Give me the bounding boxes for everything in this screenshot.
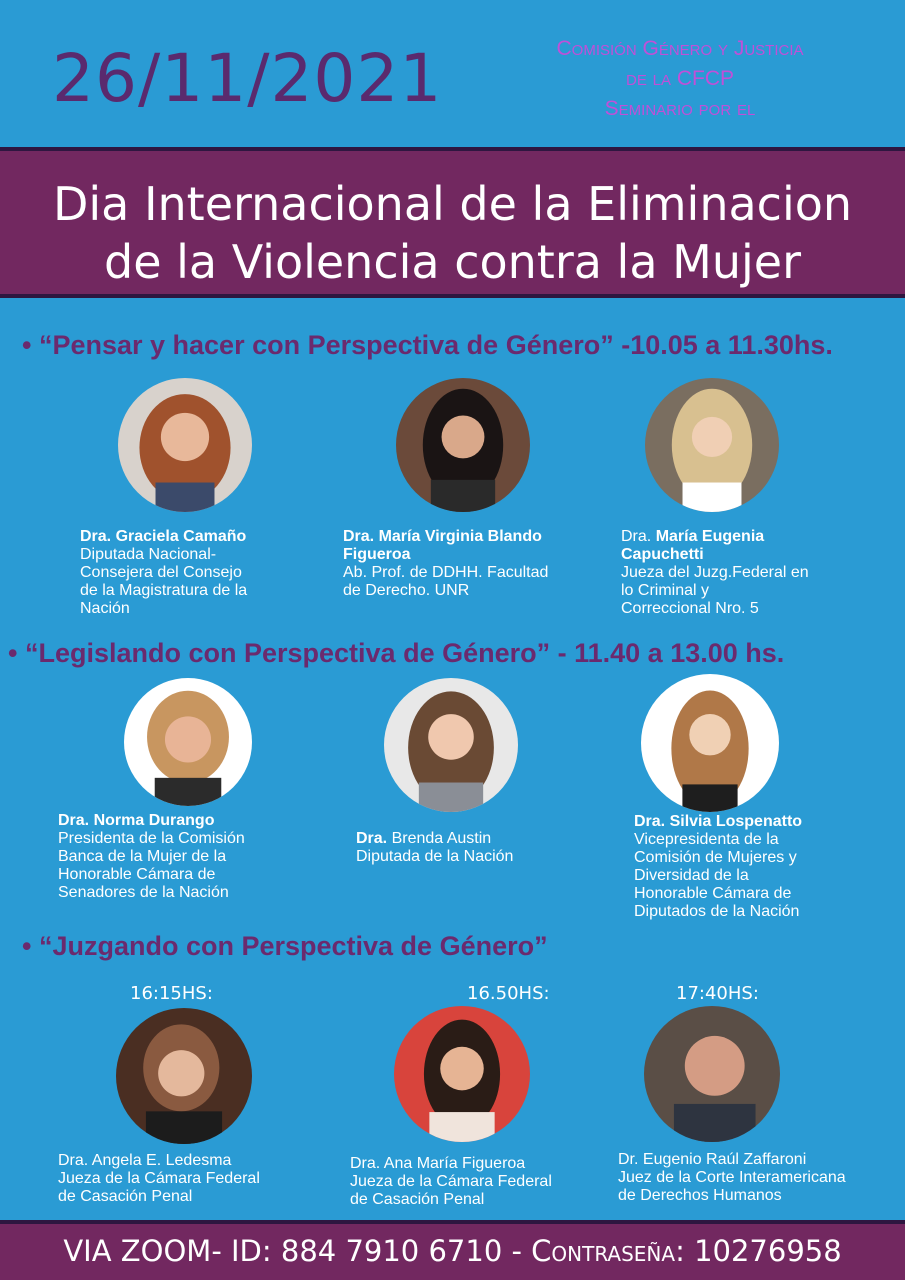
speaker-caption-lospenatto: Dra. Silvia Lospenatto Vicepresidenta de la Comisión de Mujeres y Diversidad de la Honorable Cámara de Diputados de la Nación — [634, 813, 803, 920]
portrait-icon — [118, 378, 252, 512]
speaker-caption-zaffaroni: Dr. Eugenio Raúl Zaffaroni Juez de la Corte Interamericana de Derechos Humanos — [618, 1151, 846, 1204]
organizer-line-3: Seminario por el — [604, 97, 756, 120]
organizer-block — [470, 34, 890, 124]
banner-title — [0, 175, 905, 291]
speaker-caption-capuchetti: Dra. María Eugenia Capuchetti Jueza del Juzg.Federal en lo Criminal y Correccional Nro. 5 — [621, 528, 809, 617]
speaker-photo-zaffaroni — [644, 1006, 780, 1142]
speaker-caption-austin: Dra. Brenda Austin Diputada de la Nación — [356, 830, 514, 865]
session-title-2: • “Legislando con Perspectiva de Género” - 11.40 a 13.00 hs. — [8, 638, 785, 668]
speaker-name: Dra. Norma Durango — [58, 812, 215, 829]
portrait-icon — [394, 1006, 530, 1142]
zoom-info-text: VIA ZOOM- ID: 884 7910 6710 - Contraseña: 10276958 — [63, 1234, 842, 1268]
event-date: 26/11/2021 — [52, 40, 443, 117]
speaker-name: Dra. Graciela Camaño — [80, 528, 247, 545]
speaker-caption-ledesma: Dra. Angela E. Ledesma Jueza de la Cámara Federal de Casación Penal — [58, 1152, 260, 1205]
session-title-1: • “Pensar y hacer con Perspectiva de Género” -10.05 a 11.30hs. — [22, 330, 833, 360]
time-slot-2: 16.50HS: — [467, 983, 550, 1004]
organizer-line-2: de la CFCP — [625, 67, 735, 90]
banner-line-1: Dia Internacional de la Eliminacion — [52, 177, 853, 231]
portrait-icon — [124, 678, 252, 806]
portrait-icon — [641, 674, 779, 812]
speaker-photo-ledesma — [116, 1008, 252, 1144]
title-banner — [0, 147, 905, 298]
speaker-caption-blando: Dra. María Virginia Blando Figueroa Ab. Prof. de DDHH. Facultad de Derecho. UNR — [343, 528, 549, 599]
speaker-photo-durango — [124, 678, 252, 806]
session-title-3: • “Juzgando con Perspectiva de Género” — [22, 931, 548, 961]
speaker-photo-capuchetti — [645, 378, 779, 512]
portrait-icon — [116, 1008, 252, 1144]
portrait-icon — [645, 378, 779, 512]
speaker-caption-durango: Dra. Norma Durango Presidenta de la Comisión Banca de la Mujer de la Honorable Cámara de Senadores de la Nación — [58, 812, 245, 901]
speaker-caption-camano: Dra. Graciela Camaño Diputada Nacional- Consejera del Consejo de la Magistratura de la Nación — [80, 528, 248, 617]
speaker-photo-blando — [396, 378, 530, 512]
speaker-caption-figueroa: Dra. Ana María Figueroa Jueza de la Cámara Federal de Casación Penal — [350, 1155, 552, 1208]
speaker-photo-austin — [384, 678, 518, 812]
speaker-photo-lospenatto — [641, 674, 779, 812]
speaker-photo-camano — [118, 378, 252, 512]
organizer-line-1: Comisión Género y Justicia — [556, 37, 804, 60]
speaker-name: Dra. María Virginia Blando — [343, 528, 542, 545]
portrait-icon — [396, 378, 530, 512]
portrait-icon — [384, 678, 518, 812]
portrait-icon — [644, 1006, 780, 1142]
time-slot-1: 16:15HS: — [130, 983, 213, 1004]
speaker-name: Dra. Silvia Lospenatto — [634, 813, 803, 830]
speaker-photo-figueroa — [394, 1006, 530, 1142]
banner-line-2: de la Violencia contra la Mujer — [104, 235, 801, 289]
zoom-info-footer — [0, 1220, 905, 1280]
time-slot-3: 17:40HS: — [676, 983, 759, 1004]
